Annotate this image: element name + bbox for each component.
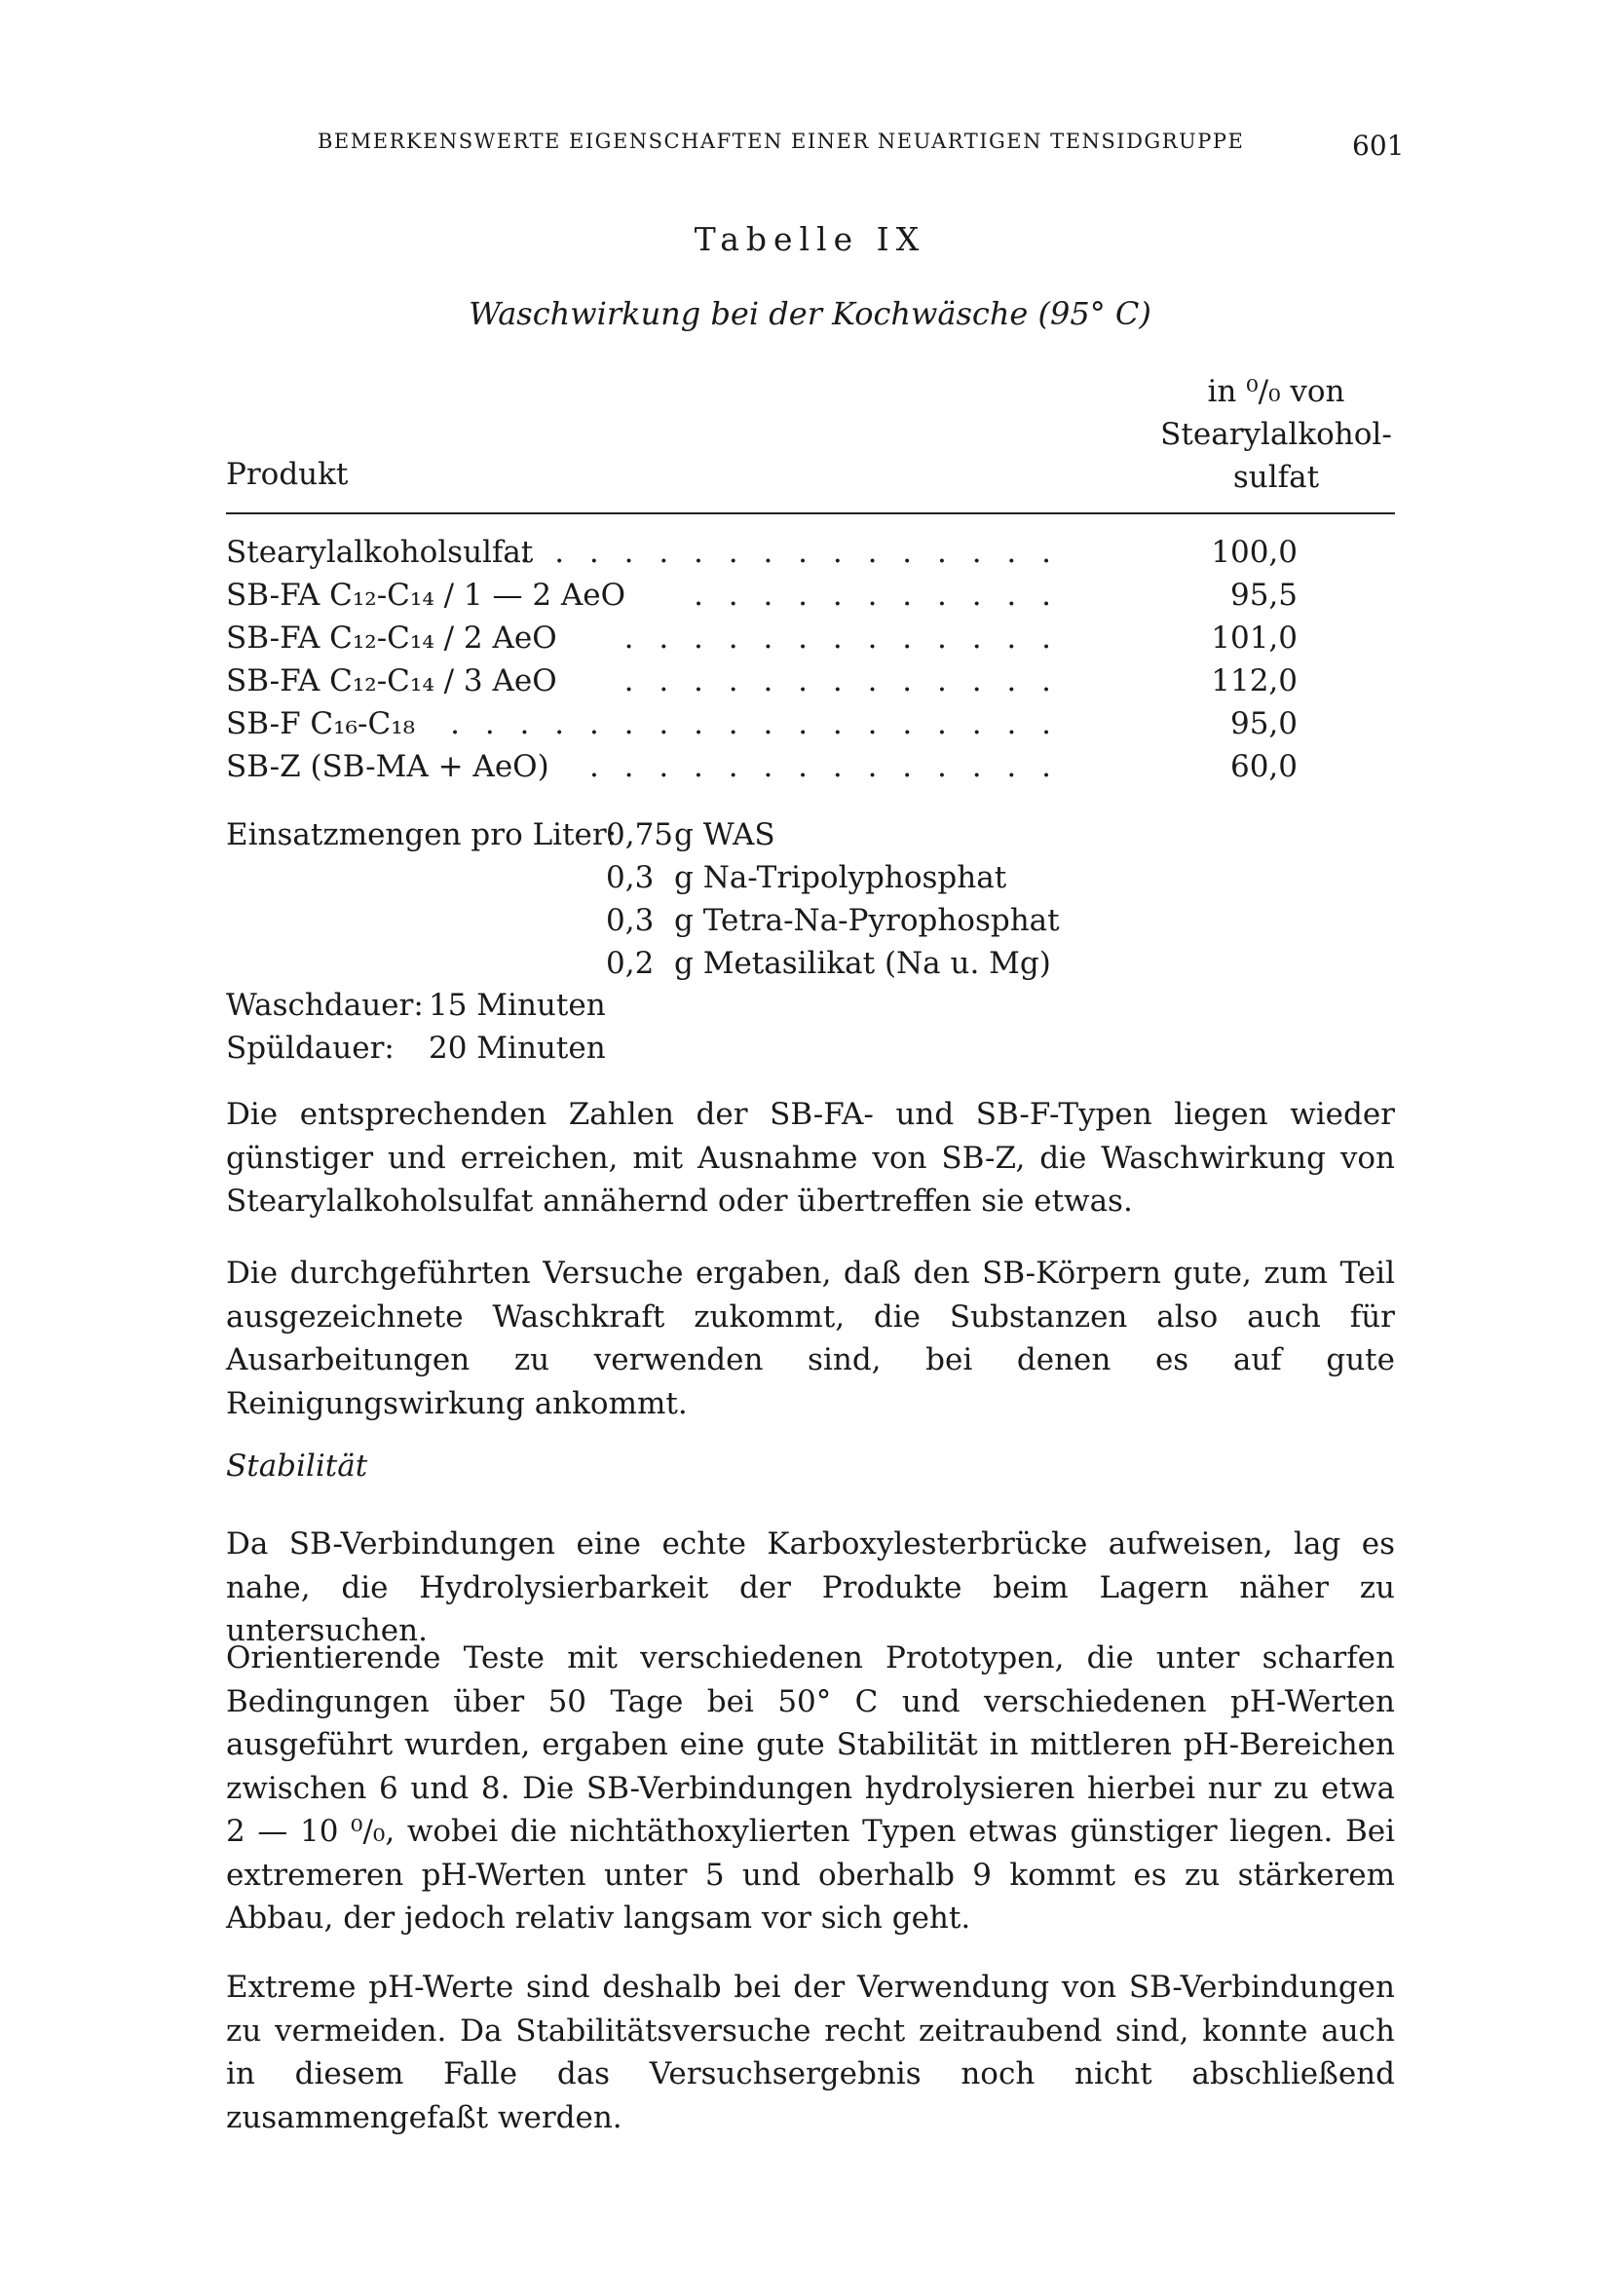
dot-leader: . . . . . . . . . . . . . . . . [519,535,1059,570]
duration-value: 15 Minuten [429,988,606,1023]
dosage-amount: 0,75 [606,817,674,852]
duration-label: Spüldauer: [226,1031,395,1066]
duration-list [226,984,606,1070]
dosage-amount: 0,2 [606,946,655,981]
value-cell: 100,0 [1211,535,1298,570]
value-cell: 112,0 [1211,663,1298,698]
table-body [226,531,1298,788]
dosage-substance: g Metasilikat (Na u. Mg) [674,946,1051,981]
header-line: in ⁰/₀ von [1207,374,1345,409]
table-column-header-product: Produkt [226,457,349,492]
dosage-substance: g Na-Tripolyphosphat [674,860,1007,895]
value-cell: 60,0 [1229,749,1298,784]
dot-leader: . . . . . . . . . . . . . . [588,749,1059,784]
dot-leader: . . . . . . . . . . . . . . . . . . [450,706,1059,741]
dot-leader: . . . . . . . . . . . . . [623,663,1059,698]
dosage-label: Einsatzmengen pro Liter: [226,817,618,852]
product-cell: Stearylalkoholsulfat [226,535,534,570]
dot-leader: . . . . . . . . . . . . . [623,621,1059,656]
duration-item [226,1027,606,1070]
table-column-header-percent [1120,370,1432,499]
product-cell: SB-F C₁₆-C₁₈ [226,706,416,741]
table-row [226,702,1298,745]
paragraph: Orientierende Teste mit verschiedenen Prototypen, die unter scharfen Bedingungen über 50 Tage bei 50° C und verschiedenen pH-Werten ausgeführt wurden, ergaben eine gute Stabilität in mittleren pH-Bereichen zwischen 6 und 8. Die SB-Verbindungen hydrolysieren hierbei nur zu etwa 2 — 10 ⁰/₀, wobei die nichtäthoxylierten Typen etwas günstiger liegen. Bei extremeren pH-Werten unter 5 und oberhalb 9 kommt es zu stärkerem Abbau, der jedoch relativ langsam vor sich geht. [226,1640,1395,1936]
table-title: Tabelle IX [694,220,926,258]
value-cell: 95,5 [1229,578,1298,613]
paragraph: Extreme pH-Werte sind deshalb bei der Verwendung von SB-Verbindungen zu vermeiden. Da Stabilitätsversuche recht zeitraubend sind, konnte auch in diesem Falle das Versuchsergebnis noch nicht abschließend zusammengefaßt werden. [226,1970,1395,2135]
header-line: sulfat [1232,460,1320,495]
dosage-item [606,856,1093,899]
product-cell: SB-FA C₁₂-C₁₄ / 3 AeO [226,663,557,698]
value-cell: 95,0 [1229,706,1298,741]
duration-item [226,984,606,1027]
table-row [226,617,1298,659]
table-row [226,531,1298,574]
table-header-rule [226,512,1395,514]
product-cell: SB-FA C₁₂-C₁₄ / 2 AeO [226,621,557,656]
duration-label: Waschdauer: [226,988,424,1023]
product-cell: SB-FA C₁₂-C₁₄ / 1 — 2 AeO [226,578,626,613]
section-heading: Stabilität [226,1449,368,1484]
running-head: BEMERKENSWERTE EIGENSCHAFTEN EINER NEUARTIGEN TENSIDGRUPPE [318,130,1245,153]
dosage-amount: 0,3 [606,903,655,938]
page-number: 601 [1352,130,1405,162]
dosage-item [606,899,1093,942]
dosage-item [606,813,1093,856]
table-row [226,659,1298,702]
dosage-item [606,942,1093,985]
paragraph: Da SB-Verbindungen eine echte Karboxylesterbrücke aufweisen, lag es nahe, die Hydrolysierbarkeit der Produkte beim Lagern näher zu untersuchen. [226,1526,1395,1648]
table-row [226,574,1298,617]
paragraph: Die durchgeführten Versuche ergaben, daß den SB-Körpern gute, zum Teil ausgezeichnete Waschkraft zukommt, die Substanzen also auch für Ausarbeitungen zu verwenden sind, bei denen es auf gute Reinigungswirkung ankommt. [226,1256,1395,1421]
dosage-amount: 0,3 [606,860,655,895]
table-caption: Waschwirkung bei der Kochwäsche (95° C) [469,295,1151,332]
header-line: Stearylalkohol- [1160,417,1392,452]
table-row [226,745,1298,788]
value-cell: 101,0 [1211,621,1298,656]
duration-value: 20 Minuten [429,1031,606,1066]
dosage-substance: g Tetra-Na-Pyrophosphat [674,903,1060,938]
product-cell: SB-Z (SB-MA + AeO) [226,749,549,784]
dosage-substance: g WAS [674,817,775,852]
dot-leader: . . . . . . . . . . . [694,578,1059,613]
paragraph: Die entsprechenden Zahlen der SB-FA- und SB-F-Typen liegen wieder günstiger und erreichen, mit Ausnahme von SB-Z, die Waschwirkung von Stearylalkoholsulfat annähernd oder übertreffen sie etwas. [226,1097,1395,1219]
